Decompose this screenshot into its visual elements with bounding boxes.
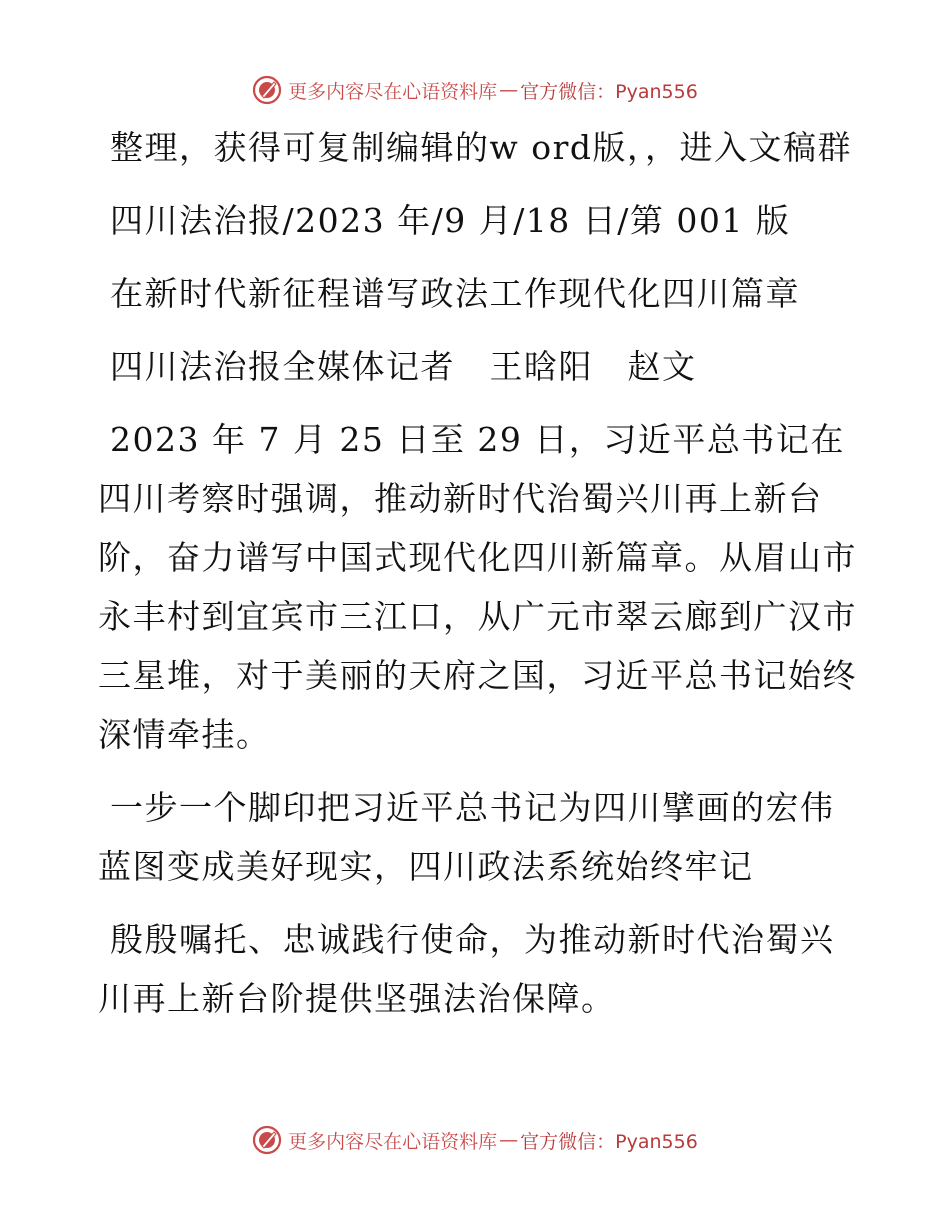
watermark-brand: 更多内容尽在心语资料库: [288, 80, 498, 103]
watermark-brand: 更多内容尽在心语资料库: [288, 1130, 498, 1153]
pen-logo-icon: [252, 1125, 282, 1155]
body-paragraph-1: 2023 年 7 月 25 日至 29 日，习近平总书记在四川考察时强调，推动新时代治蜀兴川再上新台阶，奋力谱写中国式现代化四川新篇章。从眉山市永丰村到宜宾市三江口，从广元市翠云廊到广汉市三星堆，对于美丽的天府之国，习近平总书记始终深情牵挂。: [98, 420, 857, 754]
watermark-official: 官方微信：Pyan556: [520, 1130, 698, 1153]
document-body: [98, 118, 858, 1042]
article-title: 在新时代新征程谱写政法工作现代化四川篇章: [110, 274, 800, 313]
watermark-dash: —: [499, 79, 519, 101]
footer-watermark: [0, 1122, 950, 1158]
byline: 四川法治报全媒体记者 王晗阳 赵文: [110, 347, 697, 386]
body-paragraph-2: 一步一个脚印把习近平总书记为四川擘画的宏伟蓝图变成美好现实，四川政法系统始终牢记: [98, 788, 835, 886]
intro-note: 整理，获得可复制编辑的w ord版，，进入文稿群: [110, 128, 853, 167]
body-paragraph-3: 殷殷嘱托、忠诚践行使命，为推动新时代治蜀兴川再上新台阶提供坚强法治保障。: [98, 920, 835, 1018]
header-watermark: [0, 72, 950, 108]
watermark-dash: —: [499, 1129, 519, 1151]
publication-line: 四川法治报/2023 年/9 月/18 日/第 001 版: [110, 201, 791, 240]
watermark-official: 官方微信：Pyan556: [520, 80, 698, 103]
pen-logo-icon: [252, 75, 282, 105]
